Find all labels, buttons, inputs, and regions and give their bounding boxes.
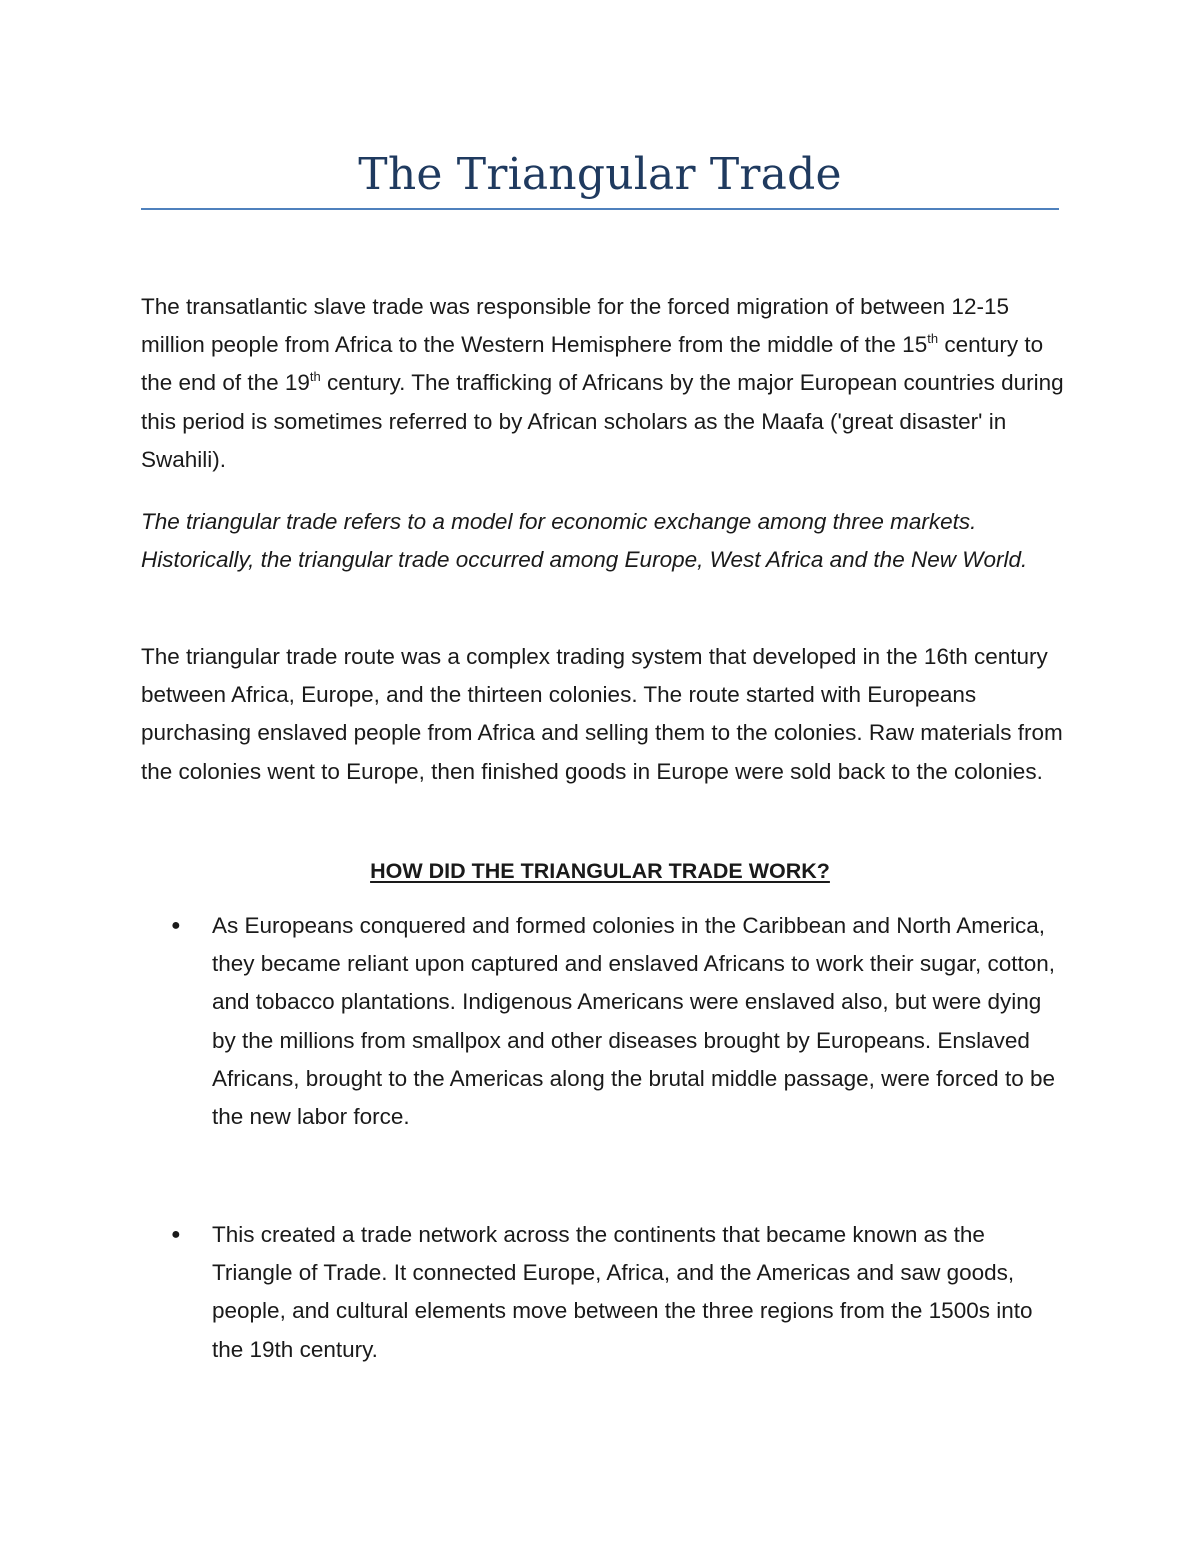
section-heading: HOW DID THE TRIANGULAR TRADE WORK? [370,859,830,883]
bullet-text: As Europeans conquered and formed colonies in the Caribbean and North America, they became reliant upon captured and enslaved Africans to work their sugar, cotton, and tobacco plantations. Indigenous Americans were enslaved also, but were dying by the millions from smallpox and other diseases brought by Europeans. Enslaved Africans, brought to the Americas along the brutal middle passage, were forced to be the new labor force. [212,913,1056,1130]
definition-paragraph: The triangular trade refers to a model for economic exchange among three markets. Historically, the triangular trade occurred among Europe, West Africa and the New World. [141,509,1028,573]
bullet-text: This created a trade network across the continents that became known as the Triangle of Trade. It connected Europe, Africa, and the Americas and saw goods, people, and cultural elements move between the three regions from the 1500s into the 19th century. [212,1222,1033,1362]
intro-text-part-b: century to the end of the 19 [141,332,1044,396]
bullet-dot-icon: ● [171,1226,181,1243]
title-underline-rule [141,208,1059,210]
intro-paragraph [141,288,1066,479]
route-paragraph: The triangular trade route was a complex trading system that developed in the 16th century between Africa, Europe, and the thirteen colonies. The route started with Europeans purchasing enslaved people from Africa and selling them to the colonies. Raw materials from the colonies went to Europe, then finished goods in Europe were sold back to the colonies. [141,644,1063,784]
bullet-item [171,907,1066,1136]
intro-text-part-a: The transatlantic slave trade was responsible for the forced migration of between 12-15 million people from Africa to the Western Hemisphere from the middle of the 15 [141,294,1009,358]
intro-text-part-c: century. The trafficking of Africans by the major European countries during this period is sometimes referred to by African scholars as the Maafa ('great disaster' in Swahili). [141,370,1064,472]
document-title: The Triangular Trade [358,149,842,200]
superscript-th: th [927,331,939,347]
superscript-th: th [309,369,321,385]
bullet-dot-icon: ● [171,917,181,934]
bullet-item [171,1216,1066,1369]
